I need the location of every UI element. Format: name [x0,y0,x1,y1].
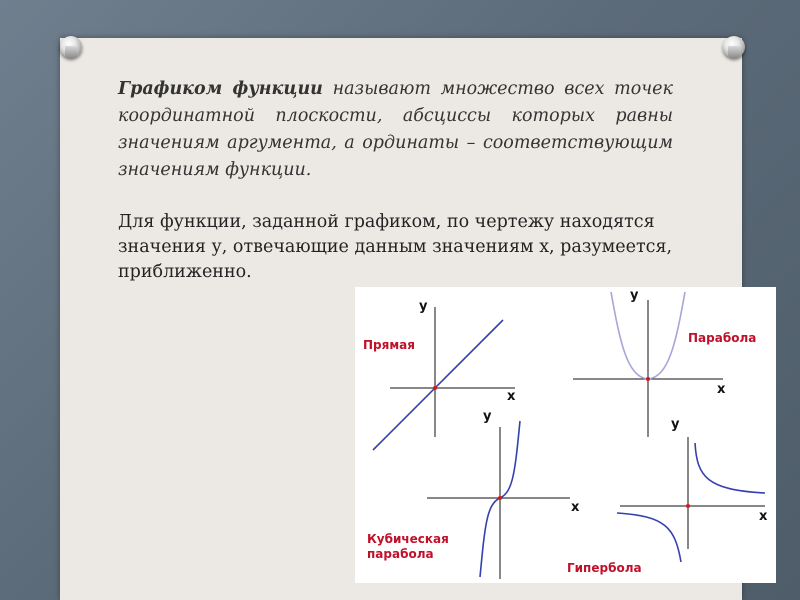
hyperbola-graph [617,437,768,562]
cubic-title: Кубическая парабола [367,532,449,561]
function-graphs-figure [355,287,776,583]
hyperbola-y-axis-label: y [671,417,680,432]
hyperbola-branch-right [695,443,765,493]
line-y-axis-label: y [419,299,428,314]
left-pin-icon [60,36,82,58]
hyperbola-title: Гипербола [567,561,642,575]
parabola-title: Парабола [688,331,757,345]
hyperbola-branch-left [617,513,681,562]
line-x-axis-label: x [507,389,516,404]
line-graph [373,307,515,450]
cubic-origin-point [498,496,502,500]
cubic-y-axis-label: y [483,409,492,424]
hyperbola-origin-point [686,504,690,508]
hyperbola-x-axis-label: x [759,509,768,524]
note-text: Для функции, заданной графиком, по чертежу находятся значения у, отвечающие данным значениям х, разумеется, приближенно. [118,212,673,282]
line-title: Прямая [363,338,415,352]
definition-term: Графиком функции [118,79,323,99]
cubic-x-axis-label: x [571,500,580,515]
right-pin-icon [723,36,745,58]
parabola-origin-point [646,377,650,381]
parabola-x-axis-label: x [717,382,726,397]
line-origin-point [433,386,437,390]
definition-text [118,76,673,184]
parabola-y-axis-label: y [630,288,639,303]
parabola-graph [573,292,726,437]
definition-body: называют множество всех точек координатной плоскости, абсциссы которых равны значениям аргумента, а ординаты – соответствующим значениям функции. [118,79,673,180]
